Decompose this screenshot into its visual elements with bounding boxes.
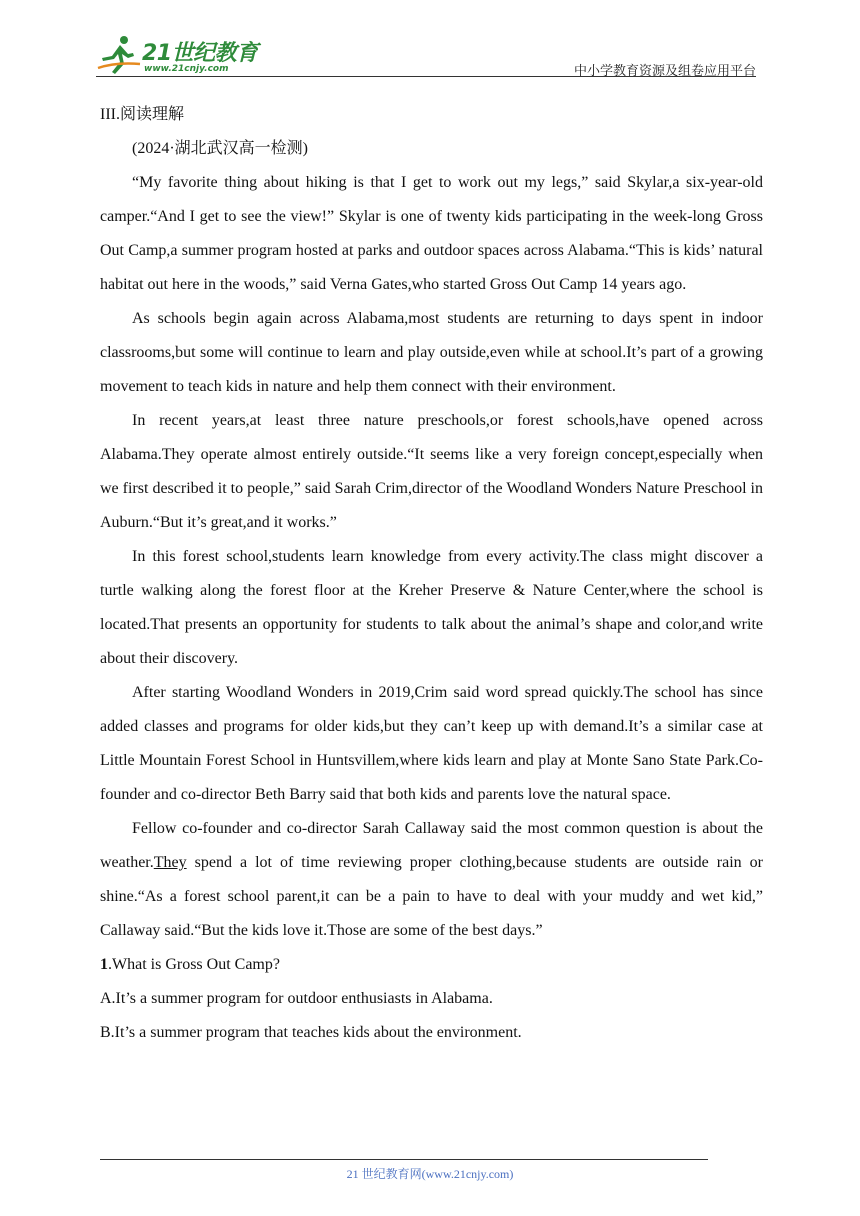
platform-name: 中小学教育资源及组卷应用平台: [573, 64, 756, 79]
paragraph-5: After starting Woodland Wonders in 2019,Crim said word spread quickly.The school has since added classes and programs for older kids,but they can’t keep up with demand.It’s a similar case at Little Mountain Forest School in Huntsvillem,where kids learn and play at Monte Sano State Park.Co-founder and co-director Beth Barry said that both kids and parents love the natural space.: [100, 684, 763, 803]
runner-logo-icon: [96, 34, 142, 76]
paragraph-6-end: spend a lot of time reviewing proper clothing,because students are outside rain or shine.“As a forest school parent,it can be a pain to have to deal with your muddy and wet kid,” Callaway said.“But the kids love it.Those are some of the best days.”: [100, 854, 763, 939]
question-text: .What is Gross Out Camp?: [108, 956, 280, 973]
source-note: (2024·湖北武汉高一检测): [132, 140, 308, 157]
option-b: B.It’s a summer program that teaches kids about the environment.: [100, 1024, 522, 1041]
page-footer: 21 世纪教育网(www.21cnjy.com): [346, 1167, 514, 1181]
paragraph-1: “My favorite thing about hiking is that I get to work out my legs,” said Skylar,a six-year-old camper.“And I get to see the view!” Skylar is one of twenty kids participating in the week-long Gross Out Camp,a summer program hosted at parks and outdoor spaces across Alabama.“This is kids’ natural habitat out here in the woods,” said Verna Gates,who started Gross Out Camp 14 years ago.: [100, 174, 763, 293]
paragraph-4: In this forest school,students learn knowledge from every activity.The class might discover a turtle walking along the forest floor at the Kreher Preserve & Nature Center,where the school is located.That presents an opportunity for students to talk about the animal’s shape and color,and write about their discovery.: [100, 548, 763, 667]
paragraph-2: As schools begin again across Alabama,most students are returning to days spent in indoor classrooms,but some will continue to learn and play outside,even while at school.It’s part of a growing movement to teach kids in nature and help them connect with their environment.: [100, 310, 763, 395]
reading-passage: [100, 98, 763, 1050]
header-divider: [96, 76, 756, 77]
footer-divider: [100, 1159, 708, 1160]
page-header: [96, 30, 756, 78]
question-number: 1: [100, 956, 108, 973]
question-1: [100, 948, 763, 982]
paragraph-6: [100, 812, 763, 948]
site-logo: [96, 34, 266, 76]
option-a: A.It’s a summer program for outdoor enthusiasts in Alabama.: [100, 990, 493, 1007]
logo-text: 21世纪教育: [142, 41, 258, 66]
section-title: III.阅读理解: [100, 106, 184, 123]
underlined-word: They: [153, 854, 187, 871]
logo-url: www.21cnjy.com: [144, 64, 229, 74]
paragraph-3: In recent years,at least three nature preschools,or forest schools,have opened across Alabama.They operate almost entirely outside.“It seems like a very foreign concept,especially when we first described it to people,” said Sarah Crim,director of the Woodland Wonders Nature Preschool in Auburn.“But it’s great,and it works.”: [100, 412, 763, 531]
paragraph-6-start: Fellow co-founder and co-director Sarah Callaway said the most common question is about the weather.: [100, 820, 763, 871]
